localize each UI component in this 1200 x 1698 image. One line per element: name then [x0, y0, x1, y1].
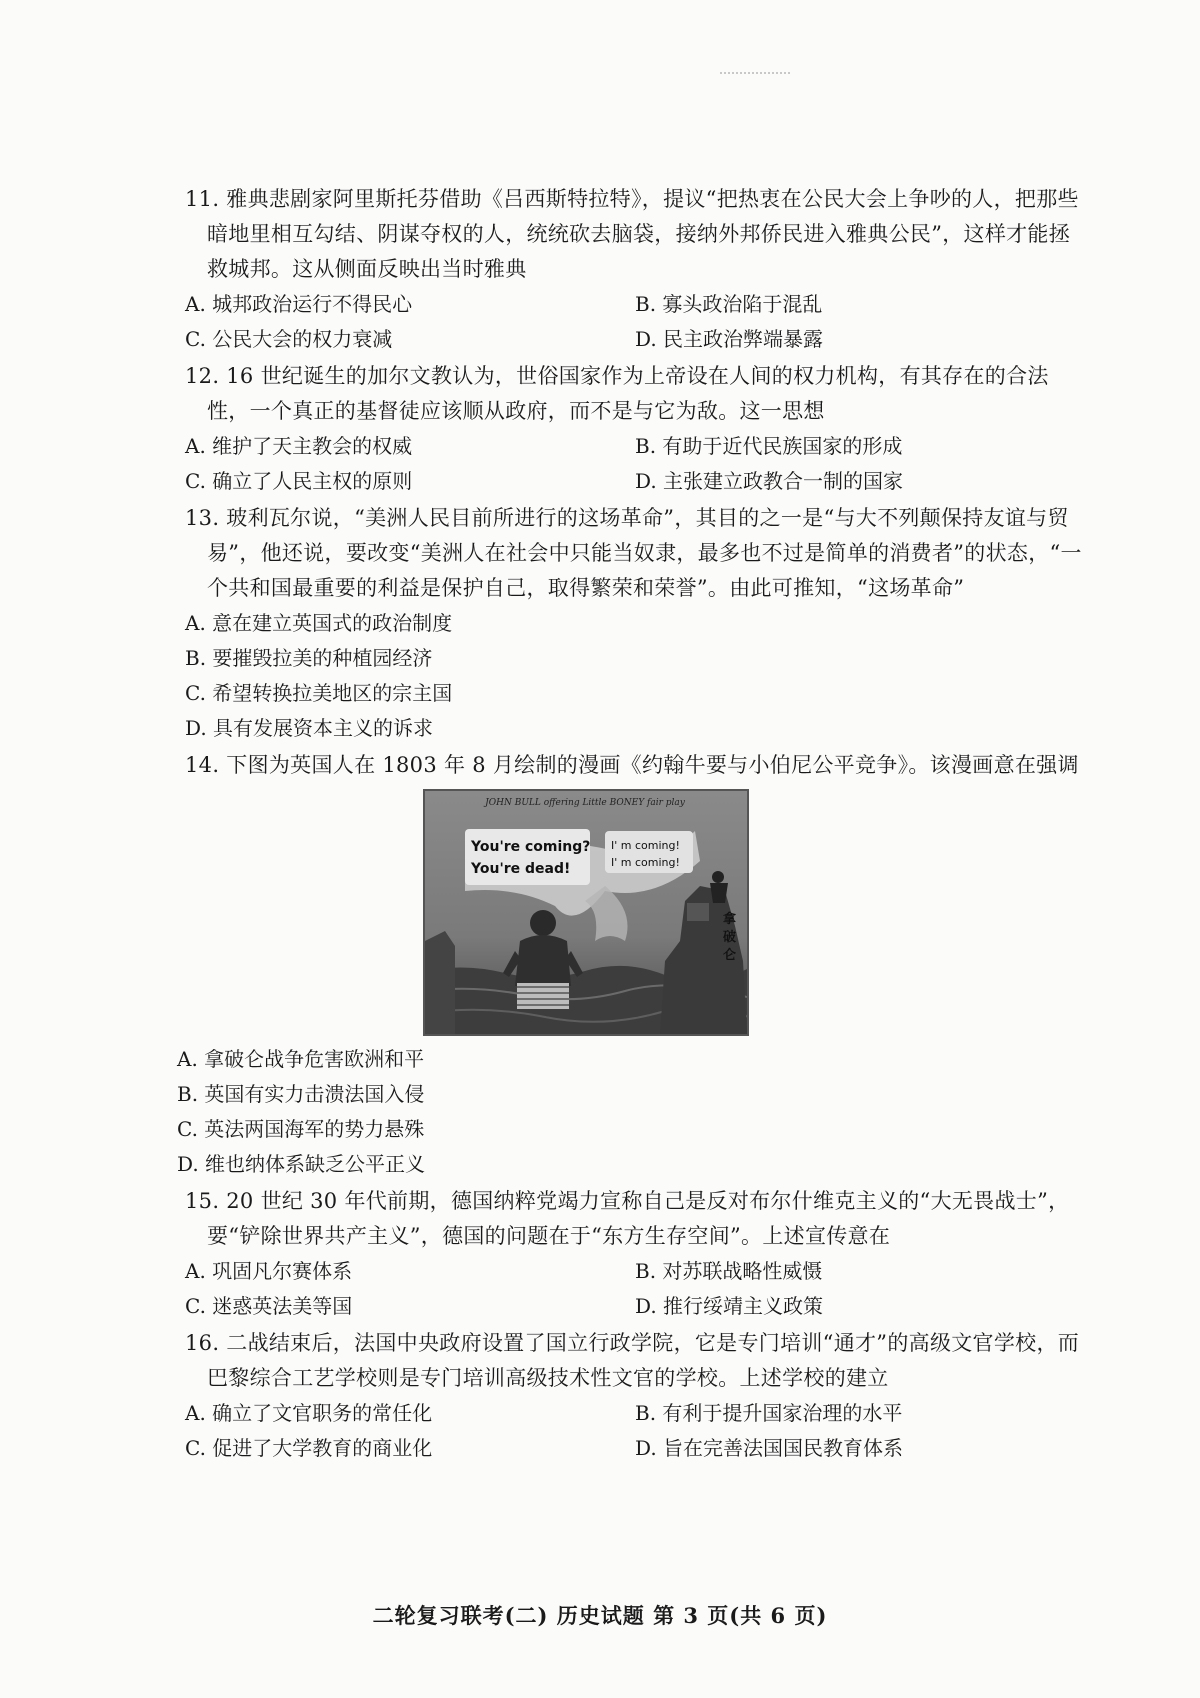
options	[185, 1396, 1085, 1466]
bubble-right-line-1: I' m coming!	[611, 839, 680, 852]
napoleon-label-2: 破	[723, 930, 737, 945]
option-c: C. 确立了人民主权的原则	[185, 469, 413, 493]
option-a: A. 巩固凡尔赛体系	[185, 1259, 353, 1283]
cartoon-caption: JOHN BULL offering Little BONEY fair play	[485, 798, 685, 808]
option-b: B. 寡头政治陷于混乱	[635, 292, 823, 316]
option-c: C. 希望转换拉美地区的宗主国	[185, 681, 453, 705]
option-d: D. 维也纳体系缺乏公平正义	[177, 1152, 426, 1176]
header-mark	[720, 72, 790, 80]
option-c: C. 公民大会的权力衰减	[185, 327, 393, 351]
cartoon-illustration	[425, 791, 747, 1034]
question-14	[177, 748, 1085, 1182]
option-d: D. 推行绥靖主义政策	[635, 1294, 824, 1318]
bubble-left-line-1: You're coming?	[471, 839, 591, 855]
option-d: D. 具有发展资本主义的诉求	[185, 716, 434, 740]
option-a: A. 确立了文官职务的常任化	[185, 1401, 433, 1425]
option-d: D. 主张建立政教合一制的国家	[635, 469, 904, 493]
option-d: D. 旨在完善法国国民教育体系	[635, 1436, 904, 1460]
bubble-left-line-2: You're dead!	[471, 861, 571, 877]
question-stem: 16. 二战结束后，法国中央政府设置了国立行政学院，它是专门培训“通才”的高级文官学校，而巴黎综合工艺学校则是专门培训高级技术性文官的学校。上述学校的建立	[185, 1331, 1080, 1390]
option-c: C. 迷惑英法美等国	[185, 1294, 353, 1318]
napoleon-label-3: 仑	[723, 948, 737, 963]
questions-container	[177, 182, 1085, 1468]
option-b: B. 对苏联战略性威慑	[635, 1259, 823, 1283]
question-11	[185, 182, 1085, 357]
question-12	[185, 359, 1085, 499]
question-stem: 11. 雅典悲剧家阿里斯托芬借助《吕西斯特拉特》，提议“把热衷在公民大会上争吵的人，把那些暗地里相互勾结、阴谋夺权的人，统统砍去脑袋，接纳外邦侨民进入雅典公民”，这样才能拯救城邦。这从侧面反映出当时雅典	[185, 187, 1079, 281]
napoleon-label-1: 拿	[723, 912, 737, 927]
option-b: B. 有助于近代民族国家的形成	[635, 434, 903, 458]
question-15	[185, 1184, 1085, 1324]
option-b: B. 要摧毁拉美的种植园经济	[185, 646, 433, 670]
question-16	[185, 1326, 1085, 1466]
option-a: A. 意在建立英国式的政治制度	[185, 611, 453, 635]
options	[185, 1254, 1085, 1324]
question-stem: 14. 下图为英国人在 1803 年 8 月绘制的漫画《约翰牛要与小伯尼公平竞争》。该漫画意在强调	[185, 753, 1079, 777]
option-d: D. 民主政治弊端暴露	[635, 327, 824, 351]
option-a: A. 拿破仑战争危害欧洲和平	[177, 1047, 425, 1071]
option-c: C. 促进了大学教育的商业化	[185, 1436, 433, 1460]
question-stem: 15. 20 世纪 30 年代前期，德国纳粹党竭力宣称自己是反对布尔什维克主义的“大无畏战士”，要“铲除世界共产主义”，德国的问题在于“东方生存空间”。上述宣传意在	[185, 1189, 1070, 1248]
options	[185, 429, 1085, 499]
options	[185, 606, 1085, 746]
page-footer: 二轮复习联考(二) 历史试题 第 3 页(共 6 页)	[372, 1603, 828, 1628]
question-stem: 13. 玻利瓦尔说，“美洲人民目前所进行的这场革命”，其目的之一是“与大不列颠保持友谊与贸易”，他还说，要改变“美洲人在社会中只能当奴隶，最多也不过是简单的消费者”的状态，“一个共和国最重要的利益是保护自己，取得繁荣和荣誉”。由此可推知，“这场革命”	[185, 506, 1082, 600]
options	[177, 1042, 1085, 1182]
option-c: C. 英法两国海军的势力悬殊	[177, 1117, 425, 1141]
cartoon-image	[423, 789, 749, 1036]
option-b: B. 有利于提升国家治理的水平	[635, 1401, 903, 1425]
question-13	[185, 501, 1085, 746]
option-b: B. 英国有实力击溃法国入侵	[177, 1082, 425, 1106]
option-a: A. 城邦政治运行不得民心	[185, 292, 413, 316]
options	[185, 287, 1085, 357]
option-a: A. 维护了天主教会的权威	[185, 434, 413, 458]
question-stem: 12. 16 世纪诞生的加尔文教认为，世俗国家作为上帝设在人间的权力机构，有其存在的合法性，一个真正的基督徒应该顺从政府，而不是与它为敌。这一思想	[185, 364, 1049, 423]
bubble-right-line-2: I' m coming!	[611, 856, 680, 869]
